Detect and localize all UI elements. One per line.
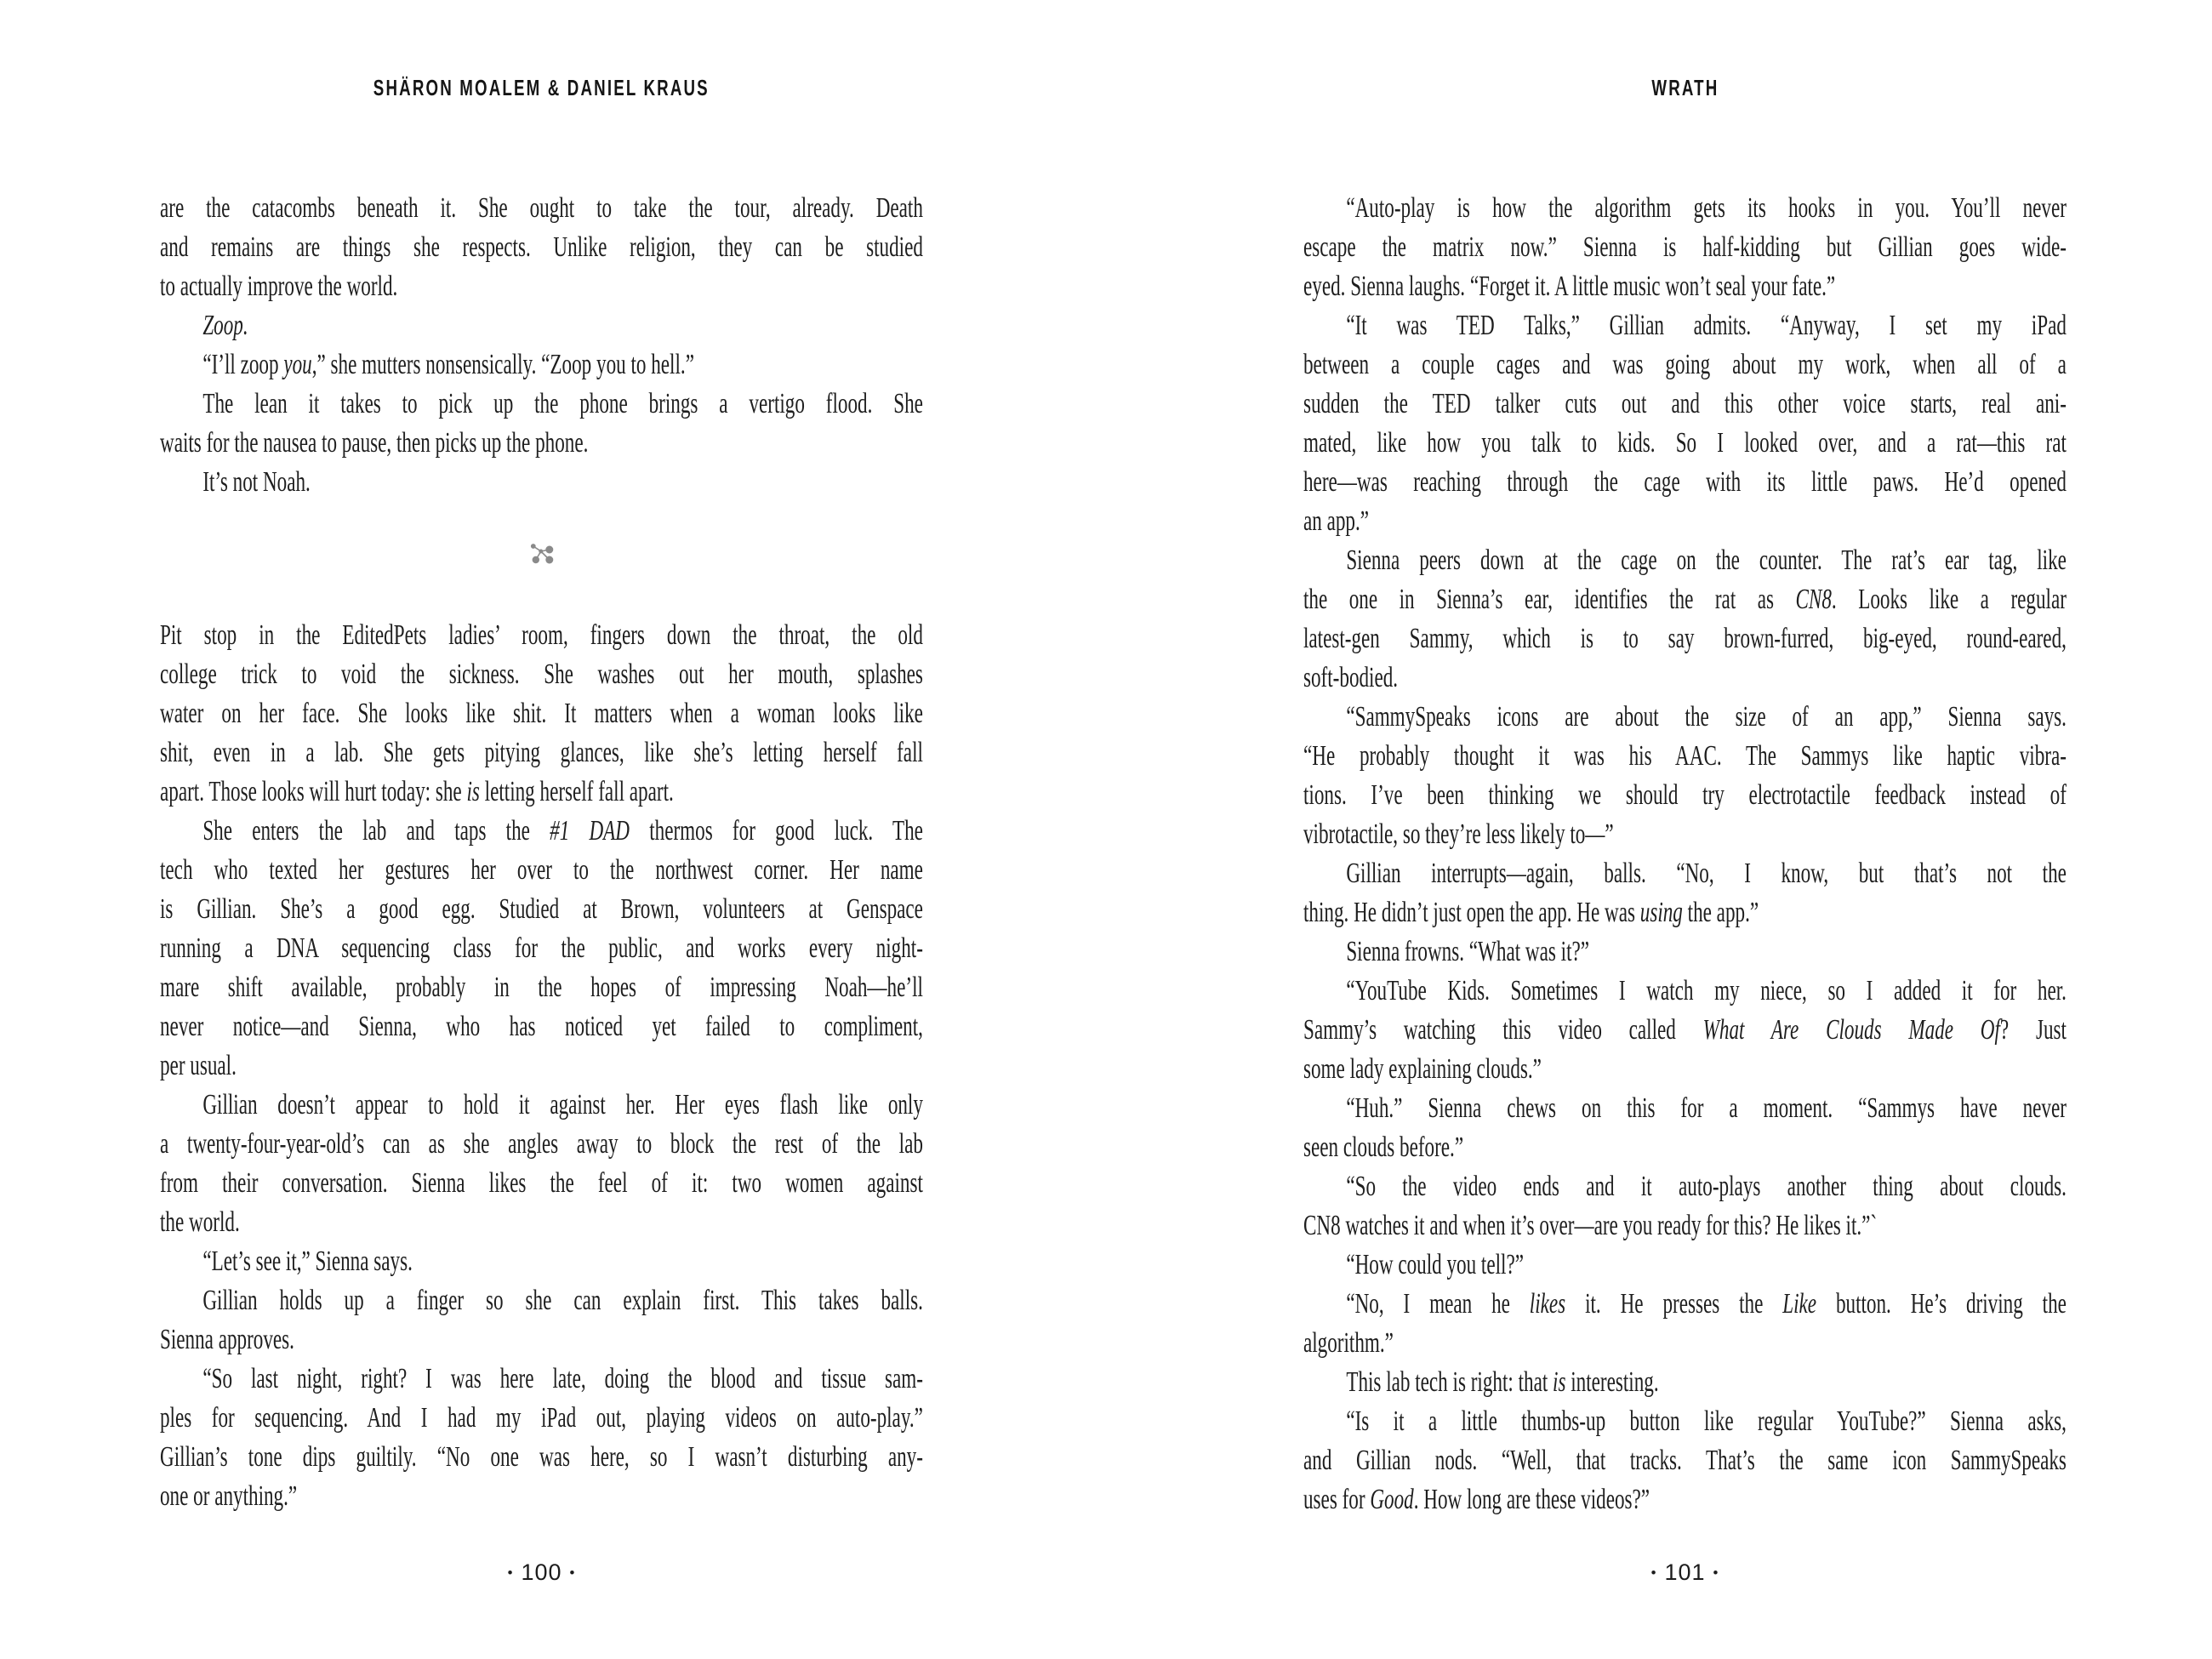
text-line: are the catacombs beneath it. She ought to take the tour, already. Death xyxy=(160,192,923,224)
text-column-right xyxy=(1303,189,2067,1519)
text-line: Pit stop in the EditedPets ladies’ room, fingers down the throat, the old xyxy=(160,619,923,651)
text-line: “Auto-play is how the algorithm gets its hooks in you. You’ll never xyxy=(1346,192,2067,224)
paragraph xyxy=(1303,1089,2067,1167)
running-head-author-names xyxy=(160,75,923,101)
running-head-title-text: WRATH xyxy=(1650,75,1719,100)
text-line: soft-bodied. xyxy=(1303,662,1399,693)
text-line: thing. He didn’t just open the app. He was using the app.” xyxy=(1303,897,1759,928)
text-line: “Let’s see it,” Sienna says. xyxy=(202,1246,413,1277)
text-line: never notice—and Sienna, who has noticed yet failed to compliment, xyxy=(160,1011,923,1042)
text-line: college trick to void the sickness. She washes out her mouth, splashes xyxy=(160,658,923,690)
text-line: shit, even in a lab. She gets pitying glances, like she’s letting herself fall xyxy=(160,737,923,768)
folio-left xyxy=(160,1559,923,1586)
text-line: uses for Good. How long are these videos?” xyxy=(1303,1484,1650,1515)
text-line: “Huh.” Sienna chews on this for a moment. “Sammys have never xyxy=(1346,1092,2067,1124)
paragraph xyxy=(160,616,923,812)
running-head-author-text: SHÄRON MOALEM & DANIEL KRAUS xyxy=(373,75,710,100)
paragraph xyxy=(1303,1285,2067,1363)
text-line: “YouTube Kids. Sometimes I watch my niece, so I added it for her. xyxy=(1346,975,2067,1006)
folio-dot: • xyxy=(1650,1564,1657,1581)
text-line: and remains are things she respects. Unlike religion, they can be studied xyxy=(160,231,923,263)
paragraph xyxy=(160,1360,923,1516)
text-line: escape the matrix now.” Sienna is half-kidding but Gillian goes wide- xyxy=(1303,231,2067,263)
text-line: from their conversation. Sienna likes the feel of it: two women against xyxy=(160,1167,923,1199)
folio-dot: • xyxy=(507,1564,514,1581)
text-line: a twenty-four-year-old’s can as she angles away to block the rest of the lab xyxy=(160,1128,923,1160)
paragraph xyxy=(160,385,923,463)
text-line: apart. Those looks will hurt today: she is letting herself fall apart. xyxy=(160,776,674,807)
text-line: latest-gen Sammy, which is to say brown-furred, big-eyed, round-eared, xyxy=(1303,623,2067,654)
text-line: “I’ll zoop you,” she mutters nonsensically. “Zoop you to hell.” xyxy=(202,349,694,380)
text-line: mare shift available, probably in the hopes of impressing Noah—he’ll xyxy=(160,972,923,1003)
text-line: eyed. Sienna laughs. “Forget it. A little music won’t seal your fate.” xyxy=(1303,271,1836,302)
paragraph xyxy=(160,189,923,306)
paragraph xyxy=(1303,698,2067,854)
text-line: seen clouds before.” xyxy=(1303,1132,1464,1163)
text-line: She enters the lab and taps the #1 DAD thermos for good luck. The xyxy=(202,815,923,847)
molecule-ornament-icon xyxy=(529,542,553,565)
text-line: This lab tech is right: that is interesting. xyxy=(1346,1366,1659,1398)
text-line: Sammy’s watching this video called What Are Clouds Made Of? Just xyxy=(1303,1014,2067,1046)
text-line: tech who texted her gestures her over to the northwest corner. Her name xyxy=(160,854,923,886)
paragraph xyxy=(160,345,923,385)
text-line: ples for sequencing. And I had my iPad out, playing videos on auto-play.” xyxy=(160,1402,923,1434)
text-line: “Is it a little thumbs-up button like regular YouTube?” Sienna asks, xyxy=(1346,1405,2067,1437)
paragraph xyxy=(160,1242,923,1281)
text-line: Gillian’s tone dips guiltily. “No one was here, so I wasn’t disturbing any- xyxy=(160,1441,923,1473)
text-line: one or anything.” xyxy=(160,1480,298,1512)
text-line: mated, like how you talk to kids. So I looked over, and a rat—this rat xyxy=(1303,427,2067,459)
text-line: sudden the TED talker cuts out and this other voice starts, real ani- xyxy=(1303,388,2067,419)
paragraph xyxy=(1303,306,2067,541)
text-line: per usual. xyxy=(160,1050,237,1081)
paragraph xyxy=(160,463,923,502)
text-line: “No, I mean he likes it. He presses the Like button. He’s driving the xyxy=(1346,1288,2067,1320)
paragraph xyxy=(1303,1167,2067,1246)
text-line: between a couple cages and was going about my work, when all of a xyxy=(1303,349,2067,380)
text-line: The lean it takes to pick up the phone brings a vertigo flood. She xyxy=(202,388,923,419)
paragraph xyxy=(160,1281,923,1360)
paragraph xyxy=(1303,1402,2067,1519)
text-line: tions. I’ve been thinking we should try electrotactile feedback instead of xyxy=(1303,779,2067,811)
paragraph xyxy=(1303,972,2067,1089)
text-line: “SammySpeaks icons are about the size of an app,” Sienna says. xyxy=(1346,701,2067,733)
text-column-left xyxy=(160,189,923,1516)
paragraph xyxy=(160,812,923,1086)
paragraph xyxy=(1303,541,2067,698)
folio-dot: • xyxy=(1713,1564,1719,1581)
text-line: Gillian holds up a finger so she can explain first. This takes balls. xyxy=(202,1285,923,1316)
text-line: and Gillian nods. “Well, that tracks. That’s the same icon SammySpeaks xyxy=(1303,1445,2067,1476)
text-line: “So last night, right? I was here late, doing the blood and tissue sam- xyxy=(202,1363,923,1394)
page-number-left: 100 xyxy=(521,1559,562,1585)
text-line: here—was reaching through the cage with its little paws. He’d opened xyxy=(1303,466,2067,498)
paragraph xyxy=(1303,189,2067,306)
text-line: Sienna approves. xyxy=(160,1324,294,1355)
text-line: Gillian doesn’t appear to hold it against her. Her eyes flash like only xyxy=(202,1089,923,1120)
text-line: running a DNA sequencing class for the public, and works every night- xyxy=(160,932,923,964)
text-line: the world. xyxy=(160,1206,240,1238)
paragraph xyxy=(1303,1363,2067,1402)
folio-dot: • xyxy=(569,1564,576,1581)
text-line: is Gillian. She’s a good egg. Studied at Brown, volunteers at Genspace xyxy=(160,893,923,925)
text-line: Sienna peers down at the cage on the counter. The rat’s ear tag, like xyxy=(1346,544,2067,576)
text-line: CN8 watches it and when it’s over—are you ready for this? He likes it.”` xyxy=(1303,1210,1878,1241)
paragraph xyxy=(1303,854,2067,932)
text-line: “It was TED Talks,” Gillian admits. “Anyway, I set my iPad xyxy=(1346,310,2067,341)
text-line: vibrotactile, so they’re less likely to—” xyxy=(1303,818,1614,850)
text-line: algorithm.” xyxy=(1303,1327,1394,1359)
text-line: an app.” xyxy=(1303,505,1370,537)
text-line: Gillian interrupts—again, balls. “No, I know, but that’s not the xyxy=(1346,858,2067,889)
text-line: “He probably thought it was his AAC. The Sammys like haptic vibra- xyxy=(1303,740,2067,772)
text-line: “How could you tell?” xyxy=(1346,1249,1524,1280)
text-line: to actually improve the world. xyxy=(160,271,398,302)
text-line: the one in Sienna’s ear, identifies the rat as CN8. Looks like a regular xyxy=(1303,584,2067,615)
text-line: some lady explaining clouds.” xyxy=(1303,1053,1542,1085)
paragraph xyxy=(160,306,923,345)
paragraph xyxy=(1303,932,2067,972)
section-break xyxy=(160,502,923,616)
paragraph xyxy=(160,1086,923,1242)
text-line: “So the video ends and it auto-plays another thing about clouds. xyxy=(1346,1171,2067,1202)
text-line: It’s not Noah. xyxy=(202,466,311,498)
text-line: waits for the nausea to pause, then picks up the phone. xyxy=(160,427,589,459)
text-line: Zoop. xyxy=(202,310,248,341)
running-head-book-title xyxy=(1303,75,2067,101)
page-number-right: 101 xyxy=(1664,1559,1706,1585)
folio-right xyxy=(1303,1559,2067,1586)
text-line: water on her face. She looks like shit. It matters when a woman looks like xyxy=(160,698,923,729)
paragraph xyxy=(1303,1246,2067,1285)
text-line: Sienna frowns. “What was it?” xyxy=(1346,936,1590,967)
